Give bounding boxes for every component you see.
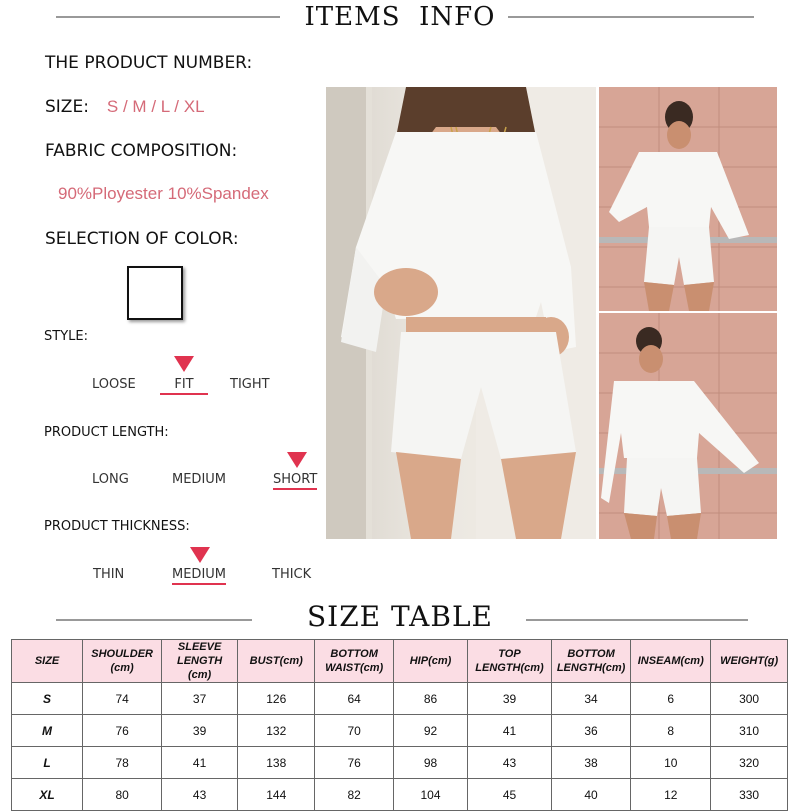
table-cell: 78 — [83, 747, 162, 779]
style-option-tight[interactable]: TIGHT — [230, 377, 270, 392]
size-table-rule-right — [526, 619, 748, 621]
product-photo-main — [326, 87, 596, 539]
size-cell: XL — [12, 779, 83, 811]
model-illustration-main — [326, 87, 596, 539]
table-cell: 43 — [468, 747, 552, 779]
selected-marker-icon — [287, 452, 307, 468]
length-option-short[interactable]: SHORT — [273, 472, 317, 490]
fabric-label: FABRIC COMPOSITION: — [45, 141, 238, 161]
table-cell: 74 — [83, 683, 162, 715]
color-swatch-white[interactable] — [127, 266, 183, 320]
product-number-label: THE PRODUCT NUMBER: — [45, 53, 253, 73]
table-cell: 330 — [711, 779, 788, 811]
size-value: S / M / L / XL — [106, 97, 205, 116]
selected-marker-icon — [190, 547, 210, 563]
model-illustration-side-bottom — [599, 313, 777, 539]
table-cell: 132 — [238, 715, 315, 747]
table-cell: 64 — [315, 683, 393, 715]
table-row — [12, 683, 788, 715]
column-header: BOTTOM WAIST(cm) — [315, 640, 393, 683]
table-cell: 76 — [83, 715, 162, 747]
product-photo-side-top — [599, 87, 777, 311]
style-option-fit[interactable]: FIT — [160, 377, 208, 395]
size-row — [45, 97, 205, 117]
table-cell: 41 — [468, 715, 552, 747]
size-table-header-row — [12, 640, 788, 683]
table-cell: 12 — [631, 779, 711, 811]
thickness-option-medium[interactable]: MEDIUM — [172, 567, 226, 585]
items-info-title: ITEMS INFO — [304, 2, 496, 32]
table-cell: 39 — [468, 683, 552, 715]
color-label: SELECTION OF COLOR: — [45, 229, 239, 249]
product-thickness-label: PRODUCT THICKNESS: — [44, 519, 190, 534]
table-cell: 82 — [315, 779, 393, 811]
column-header: SHOULDER (cm) — [83, 640, 162, 683]
size-table — [11, 639, 788, 811]
table-cell: 310 — [711, 715, 788, 747]
table-cell: 126 — [238, 683, 315, 715]
table-cell: 92 — [393, 715, 467, 747]
column-header: BOTTOM LENGTH(cm) — [551, 640, 631, 683]
product-length-label: PRODUCT LENGTH: — [44, 425, 169, 440]
column-header: SLEEVE LENGTH (cm) — [162, 640, 238, 683]
table-cell: 39 — [162, 715, 238, 747]
table-cell: 80 — [83, 779, 162, 811]
table-cell: 10 — [631, 747, 711, 779]
size-cell: S — [12, 683, 83, 715]
column-header: HIP(cm) — [393, 640, 467, 683]
table-cell: 36 — [551, 715, 631, 747]
length-option-long[interactable]: LONG — [92, 472, 129, 487]
style-option-loose[interactable]: LOOSE — [92, 377, 136, 392]
length-option-medium[interactable]: MEDIUM — [172, 472, 227, 487]
table-cell: 8 — [631, 715, 711, 747]
table-cell: 38 — [551, 747, 631, 779]
table-row — [12, 747, 788, 779]
size-label: SIZE: — [45, 97, 89, 117]
table-cell: 70 — [315, 715, 393, 747]
column-header: WEIGHT(g) — [711, 640, 788, 683]
selected-marker-icon — [174, 356, 194, 372]
model-illustration-side-top — [599, 87, 777, 311]
product-photo-side-bottom — [599, 313, 777, 539]
column-header: INSEAM(cm) — [631, 640, 711, 683]
items-info-header — [0, 0, 800, 36]
column-header: SIZE — [12, 640, 83, 683]
table-cell: 37 — [162, 683, 238, 715]
column-header: BUST(cm) — [238, 640, 315, 683]
table-cell: 144 — [238, 779, 315, 811]
style-label: STYLE: — [44, 329, 88, 344]
size-table-title: SIZE TABLE — [306, 600, 493, 633]
table-cell: 320 — [711, 747, 788, 779]
table-cell: 98 — [393, 747, 467, 779]
table-cell: 300 — [711, 683, 788, 715]
table-cell: 43 — [162, 779, 238, 811]
size-cell: L — [12, 747, 83, 779]
table-cell: 76 — [315, 747, 393, 779]
table-cell: 6 — [631, 683, 711, 715]
fabric-value: 90%Ployester 10%Spandex — [58, 184, 269, 203]
table-cell: 34 — [551, 683, 631, 715]
column-header: TOP LENGTH(cm) — [468, 640, 552, 683]
thickness-option-thick[interactable]: THICK — [272, 567, 312, 582]
table-cell: 104 — [393, 779, 467, 811]
size-cell: M — [12, 715, 83, 747]
table-row — [12, 715, 788, 747]
header-rule-right — [508, 16, 754, 18]
table-cell: 45 — [468, 779, 552, 811]
table-cell: 40 — [551, 779, 631, 811]
table-cell: 41 — [162, 747, 238, 779]
thickness-option-thin[interactable]: THIN — [93, 567, 125, 582]
table-row — [12, 779, 788, 811]
table-cell: 138 — [238, 747, 315, 779]
table-cell: 86 — [393, 683, 467, 715]
